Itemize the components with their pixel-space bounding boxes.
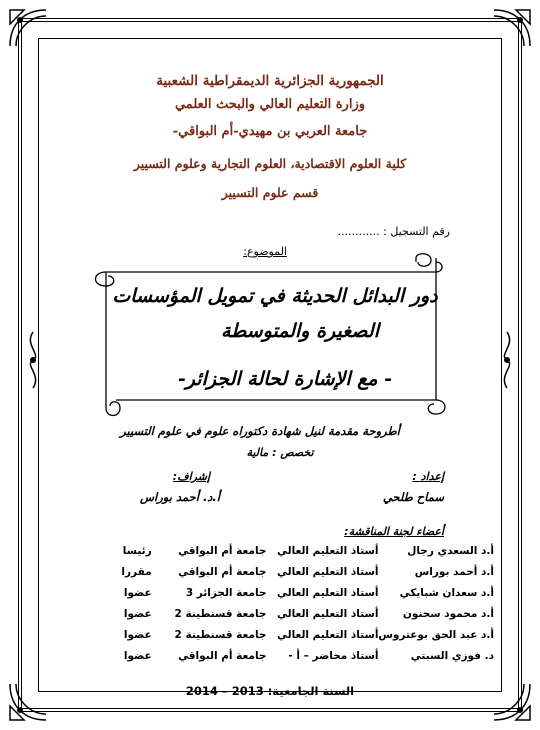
jury-member-role: عضوا (123, 628, 152, 641)
corner-ornament-icon (490, 680, 534, 724)
specialization: تخصص : مالية (246, 446, 314, 459)
thesis-title-line-3: - مع الإشارة لحالة الجزائر- (177, 368, 393, 390)
jury-member-role: عضوا (123, 649, 152, 662)
republic-name: الجمهورية الجزائرية الديمقراطية الشعبية (156, 73, 384, 89)
thesis-title-line-2: الصغيرة والمتوسطة (221, 320, 379, 342)
jury-member-university: جامعة قسنطينة 2 (174, 628, 267, 641)
corner-ornament-icon (6, 680, 50, 724)
jury-member-university: جامعة الجزائر 3 (185, 586, 267, 599)
jury-member-role: عضوا (123, 607, 152, 620)
jury-member-name: أ.د محمود سحنون (402, 607, 494, 620)
faculty-name: كلية العلوم الاقتصادية، العلوم التجارية وعلوم التسيير (133, 156, 407, 171)
jury-member-role: رئيسا (122, 544, 152, 557)
supervisor-name: أ.د. أحمد بوراس (140, 490, 220, 504)
corner-ornament-icon (6, 6, 50, 50)
jury-member-university: جامعة أم البواقي (178, 565, 267, 578)
jury-member-university: جامعة أم البواقي (178, 544, 267, 557)
side-ornament-icon (496, 330, 518, 390)
jury-member-rank: أستاذ محاضر – أ - (288, 649, 379, 662)
table-row (52, 645, 494, 666)
university-name: جامعة العربي بن مهيدي-أم البواقي- (172, 124, 368, 139)
jury-label: أعضاء لجنة المناقشة: (344, 525, 444, 538)
table-row (52, 624, 494, 645)
jury-member-name: أ.د سعدان شبايكي (399, 586, 494, 599)
registration-number: رقم التسجيل : ............ (337, 225, 450, 238)
jury-member-name: أ.د أحمد بوراس (414, 565, 494, 578)
jury-member-rank: أستاذ التعليم العالي (277, 544, 379, 557)
jury-member-role: مقررا (121, 565, 152, 578)
jury-member-rank: أستاذ التعليم العالي (277, 607, 379, 620)
academic-year: السنة الجامعية: 2013 – 2014 (185, 684, 355, 698)
subject-label: الموضوع: (243, 245, 287, 258)
jury-member-role: عضوا (123, 586, 152, 599)
jury-table (52, 540, 494, 666)
student-name: سماح طلحي (382, 490, 444, 504)
jury-member-university: جامعة قسنطينة 2 (174, 607, 267, 620)
jury-member-rank: أستاذ التعليم العالي (277, 628, 379, 641)
thesis-statement: أطروحة مقدمة لنيل شهادة دكتوراه علوم في علوم التسيير (120, 424, 400, 438)
jury-member-university: جامعة أم البواقي (178, 649, 267, 662)
jury-member-rank: أستاذ التعليم العالي (277, 586, 379, 599)
table-row (52, 540, 494, 561)
table-row (52, 603, 494, 624)
table-row (52, 582, 494, 603)
department-name: قسم علوم التسيير (221, 185, 319, 200)
table-row (52, 561, 494, 582)
corner-ornament-icon (490, 6, 534, 50)
jury-member-name: د. فوزي السبتي (410, 649, 494, 662)
supervision-label: إشراف: (172, 470, 210, 483)
ministry-name: وزارة التعليم العالي والبحث العلمي (174, 97, 366, 112)
thesis-title-line-1: دور البدائل الحديثة في تمويل المؤسسات (112, 285, 438, 307)
jury-member-rank: أستاذ التعليم العالي (277, 565, 379, 578)
side-ornament-icon (22, 330, 44, 390)
preparation-label: إعداد : (412, 470, 444, 483)
jury-member-name: أ.د عبد الحق بوعتروس (378, 628, 494, 641)
jury-member-name: أ.د السعدي رجال (407, 544, 494, 557)
